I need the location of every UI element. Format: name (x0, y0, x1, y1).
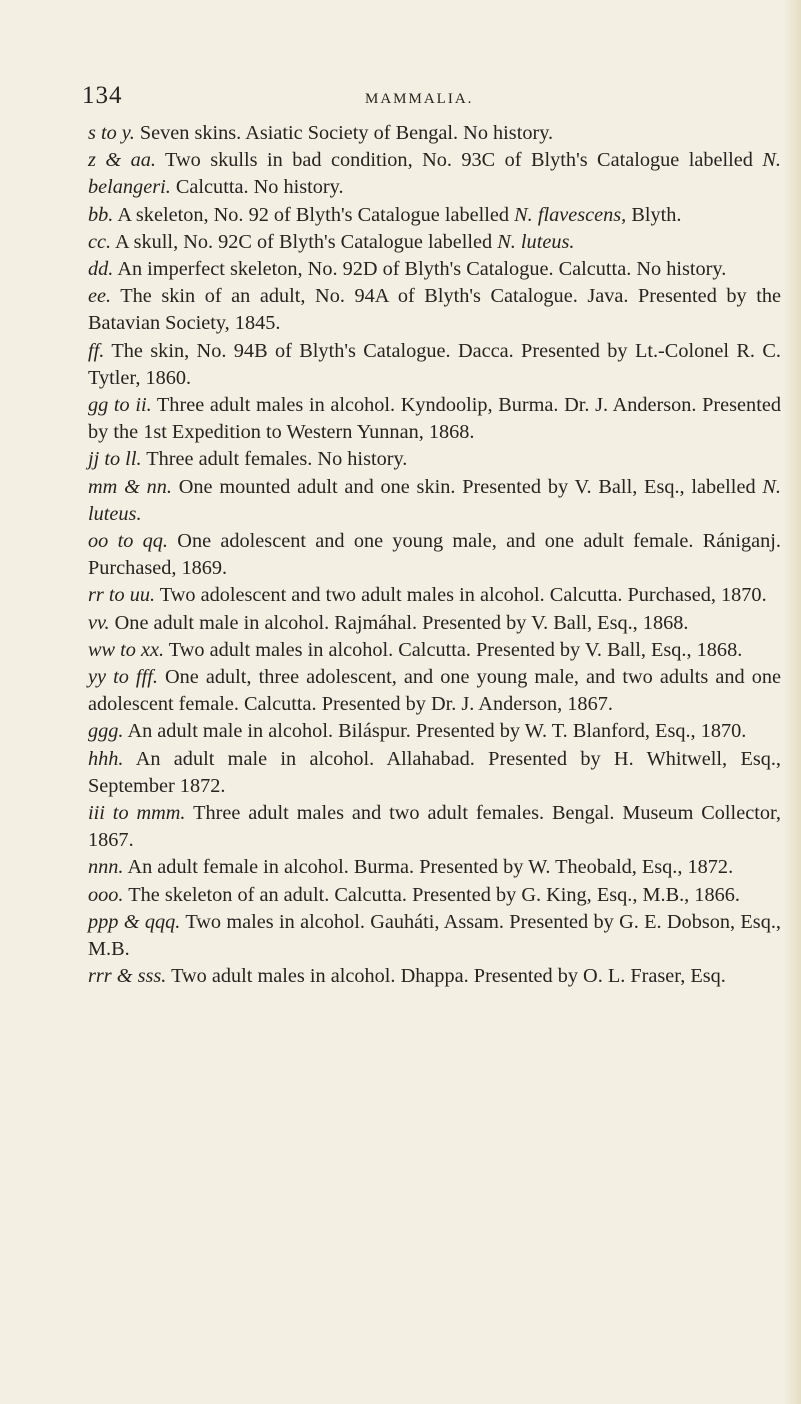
entry-text: An adult male in alcohol. Biláspur. Presented by W. T. Blanford, Esq., 1870. (127, 720, 747, 743)
entry-signature: dd. (88, 258, 114, 281)
catalogue-entry (88, 854, 781, 881)
entry-text: A skull, No. 92C of Blyth's Catalogue labelled (115, 230, 493, 253)
catalogue-entry (88, 392, 781, 446)
entry-text: The skin of an adult, No. 94A of Blyth's Catalogue. Java. Presented by the Batavian Society, 1845. (88, 285, 781, 335)
entry-signature: rr to uu. (88, 584, 156, 607)
entry-signature: iii to mmm. (88, 802, 186, 825)
entry-text: An adult female in alcohol. Burma. Presented by W. Theobald, Esq., 1872. (127, 856, 734, 879)
entry-species-name: N. luteus. (497, 230, 575, 253)
catalogue-entry (88, 882, 781, 909)
entry-text-tail: Calcutta. No history. (175, 176, 344, 199)
entry-text: Two males in alcohol. Gauháti, Assam. Presented by G. E. Dobson, Esq., M.B. (88, 910, 781, 961)
entry-signature: ee. (88, 285, 112, 308)
catalogue-entry (88, 446, 781, 473)
page-edge-shading (783, 0, 801, 1404)
catalogue-entry (88, 528, 781, 582)
page-number: 134 (82, 82, 123, 109)
catalogue-entry (88, 664, 781, 718)
entry-signature: jj to ll. (88, 448, 142, 471)
catalogue-entry (88, 283, 781, 337)
entry-signature: ooo. (88, 883, 124, 906)
catalogue-entry (88, 610, 781, 637)
entry-species-name: N. belangeri. (88, 149, 781, 199)
entry-signature: oo to qq. (88, 530, 168, 553)
entry-text: An adult male in alcohol. Allahabad. Presented by H. Whitwell, Esq., September 1872. (88, 747, 782, 797)
entry-signature: vv. (88, 611, 110, 634)
entry-signature: mm & nn. (88, 475, 172, 498)
entry-signature: s to y. (88, 122, 135, 144)
entry-text: One adult male in alcohol. Rajmáhal. Presented by V. Ball, Esq., 1868. (114, 611, 689, 634)
entry-signature: ppp & qqq. (88, 910, 181, 933)
catalogue-entry (88, 637, 781, 664)
entry-text: Two adolescent and two adult males in alcohol. Calcutta. Purchased, 1870. (159, 584, 767, 607)
entry-text: One adult, three adolescent, and one young male, and two adults and one adolescent female. Calcutta. Presented by Dr. J. Anderson, 1867. (88, 666, 781, 716)
entry-signature: cc. (88, 230, 112, 253)
entry-text: Three adult males in alcohol. Kyndoolip, Burma. Dr. J. Anderson. Presented by the 1st Expedition to Western Yunnan, 1868. (88, 394, 781, 444)
entry-text-tail: Blyth. (631, 203, 682, 226)
entry-signature: yy to fff. (88, 666, 158, 689)
catalogue-entry (88, 963, 781, 990)
entry-text: One adolescent and one young male, and one adult female. Rániganj. Purchased, 1869. (88, 530, 781, 580)
entry-text: One mounted adult and one skin. Presented by V. Ball, Esq., labelled (178, 475, 756, 498)
catalogue-entry (88, 338, 781, 392)
catalogue-entry (88, 120, 781, 147)
entry-signature: rrr & sss. (88, 965, 167, 988)
entry-signature: ggg. (88, 720, 124, 743)
catalogue-entry (88, 256, 781, 283)
entry-text: Seven skins. Asiatic Society of Bengal. No history. (139, 122, 554, 144)
entry-text: The skeleton of an adult. Calcutta. Presented by G. King, Esq., M.B., 1866. (128, 883, 740, 906)
entry-text: An imperfect skeleton, No. 92D of Blyth's Catalogue. Calcutta. No history. (117, 258, 727, 281)
entry-signature: nnn. (88, 856, 124, 879)
catalogue-entry (88, 800, 781, 854)
entry-species-name: N. flavescens, (514, 203, 627, 226)
entry-text: Three adult females. No history. (146, 448, 408, 471)
entry-signature: hhh. (88, 747, 124, 770)
entry-signature: ww to xx. (88, 638, 165, 661)
entry-species-name: N. luteus. (88, 475, 781, 525)
entry-signature: bb. (88, 203, 114, 226)
entry-text: Two skulls in bad condition, No. 93C of Blyth's Catalogue labelled (165, 149, 753, 172)
entry-text: Three adult males and two adult females. Bengal. Museum Collector, 1867. (88, 802, 781, 852)
catalogue-entry (88, 147, 781, 201)
entry-signature: gg to ii. (88, 394, 152, 417)
entry-signature: ff. (88, 339, 105, 362)
entry-text: Two adult males in alcohol. Dhappa. Presented by O. L. Fraser, Esq. (171, 965, 726, 988)
catalogue-entry (88, 746, 781, 800)
catalogue-entry (88, 229, 781, 256)
entry-text: Two adult males in alcohol. Calcutta. Presented by V. Ball, Esq., 1868. (168, 638, 743, 661)
catalogue-entries (88, 120, 781, 991)
entry-text: The skin, No. 94B of Blyth's Catalogue. Dacca. Presented by Lt.-Colonel R. C. Tytler, 1860. (88, 339, 781, 389)
catalogue-entry (88, 582, 781, 609)
entry-signature: z & aa. (88, 149, 156, 172)
entry-text: A skeleton, No. 92 of Blyth's Catalogue labelled (117, 203, 510, 226)
catalogue-entry (88, 718, 781, 745)
catalogue-entry (88, 909, 781, 963)
catalogue-entry (88, 202, 781, 229)
catalogue-entry (88, 474, 781, 528)
running-title: MAMMALIA. (365, 91, 474, 107)
